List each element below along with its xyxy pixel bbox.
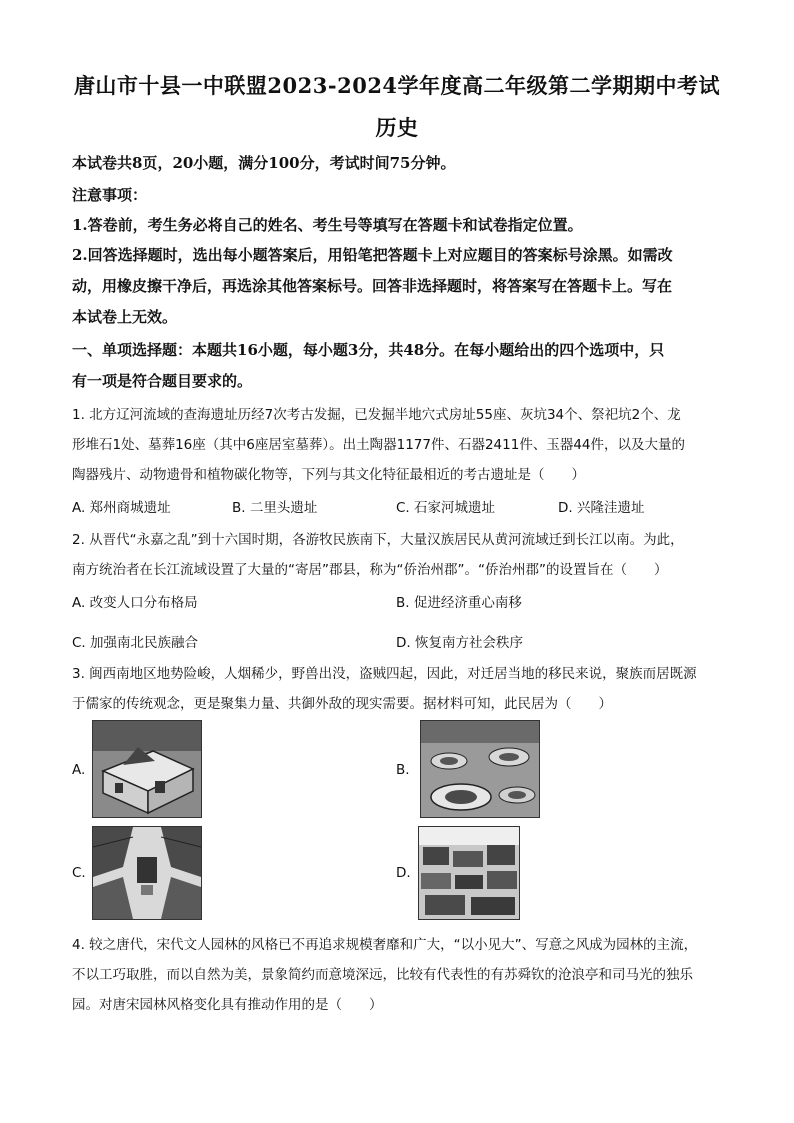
option-d-photo[interactable] [418,826,520,920]
section-heading-line-2: 有一项是符合题目要求的。 [72,372,253,390]
exam-subject: 历史 [375,115,419,140]
courtyard-house-image [93,721,201,817]
question-2-option-a[interactable]: A. 改变人口分布格局 [72,595,198,611]
question-3-option-b-label[interactable]: B. [396,762,410,778]
question-4-line-2: 不以工巧取胜，而以自然为美，景象简约而意境深远，比较有代表性的有苏舜钦的沧浪亭和司马光的独乐 [72,967,693,983]
question-4-line-1: 4. 较之唐代，宋代文人园林的风格已不再追求规模奢靡和广大，“以小见大”、写意之风成为园林的主流， [72,937,698,953]
notice-item-2-line-3: 本试卷上无效。 [72,308,178,326]
stilt-house-image [419,827,519,919]
siheyuan-image [93,827,201,919]
option-a-photo[interactable] [92,720,202,818]
notice-item-2-line-1: 2.回答选择题时，选出每小题答案后，用铅笔把答题卡上对应题目的答案标号涂黑。如需改 [72,246,673,264]
question-3-line-1: 3. 闽西南地区地势险峻，人烟稀少，野兽出没，盗贼四起，因此，对迁居当地的移民来说，聚族而居既源 [72,666,697,682]
notice-item-2-line-2: 动，用橡皮擦干净后，再选涂其他答案标号。回答非选择题时，将答案写在答题卡上。写在 [72,277,673,295]
question-1-option-c[interactable]: C. 石家河城遗址 [396,500,496,516]
question-1-option-d[interactable]: D. 兴隆洼遗址 [558,500,645,516]
question-2-option-b[interactable]: B. 促进经济重心南移 [396,595,522,611]
question-3-option-d-label[interactable]: D. [396,865,411,881]
question-1-option-a[interactable]: A. 郑州商城遗址 [72,500,171,516]
question-4-line-3: 园。对唐宋园林风格变化具有推动作用的是（ ） [72,997,383,1013]
question-3-line-2: 于儒家的传统观念，更是聚集力量、共御外敌的现实需要。据材料可知，此民居为（ ） [72,696,612,712]
question-2-option-d[interactable]: D. 恢复南方社会秩序 [396,635,523,651]
exam-title: 唐山市十县一中联盟2023-2024学年度高二年级第二学期期中考试 [73,73,721,98]
tulou-image [421,721,539,817]
notice-title: 注意事项： [72,186,148,204]
question-1-option-b[interactable]: B. 二里头遗址 [232,500,318,516]
section-heading-line-1: 一、单项选择题：本题共16小题，每小题3分，共48分。在每小题给出的四个选项中，只 [72,341,665,359]
question-3-option-c-label[interactable]: C. [72,865,86,881]
option-b-photo[interactable] [420,720,540,818]
notice-item-1: 1.答卷前，考生务必将自己的姓名、考生号等填写在答题卡和试卷指定位置。 [72,216,583,234]
option-c-photo[interactable] [92,826,202,920]
question-1-line-2: 形堆石1处、墓葬16座（其中6座居室墓葬）。出土陶器1177件、石器2411件、玉器44件，以及大量的 [72,437,685,453]
exam-info: 本试卷共8页，20小题，满分100分，考试时间75分钟。 [72,154,456,172]
question-2-line-1: 2. 从晋代“永嘉之乱”到十六国时期，各游牧民族南下，大量汉族居民从黄河流域迁到长江以南。为此， [72,532,684,548]
question-2-option-c[interactable]: C. 加强南北民族融合 [72,635,199,651]
question-1-line-1: 1. 北方辽河流域的查海遗址历经7次考古发掘，已发掘半地穴式房址55座、灰坑34个、祭祀坑2个、龙 [72,407,681,423]
question-3-option-a-label[interactable]: A. [72,762,86,778]
question-2-line-2: 南方统治者在长江流域设置了大量的“寄居”郡县，称为“侨治州郡”。“侨治州郡”的设置旨在（ ） [72,562,668,578]
question-1-line-3: 陶器残片、动物遗骨和植物碳化物等，下列与其文化特征最相近的考古遗址是（ ） [72,467,585,483]
